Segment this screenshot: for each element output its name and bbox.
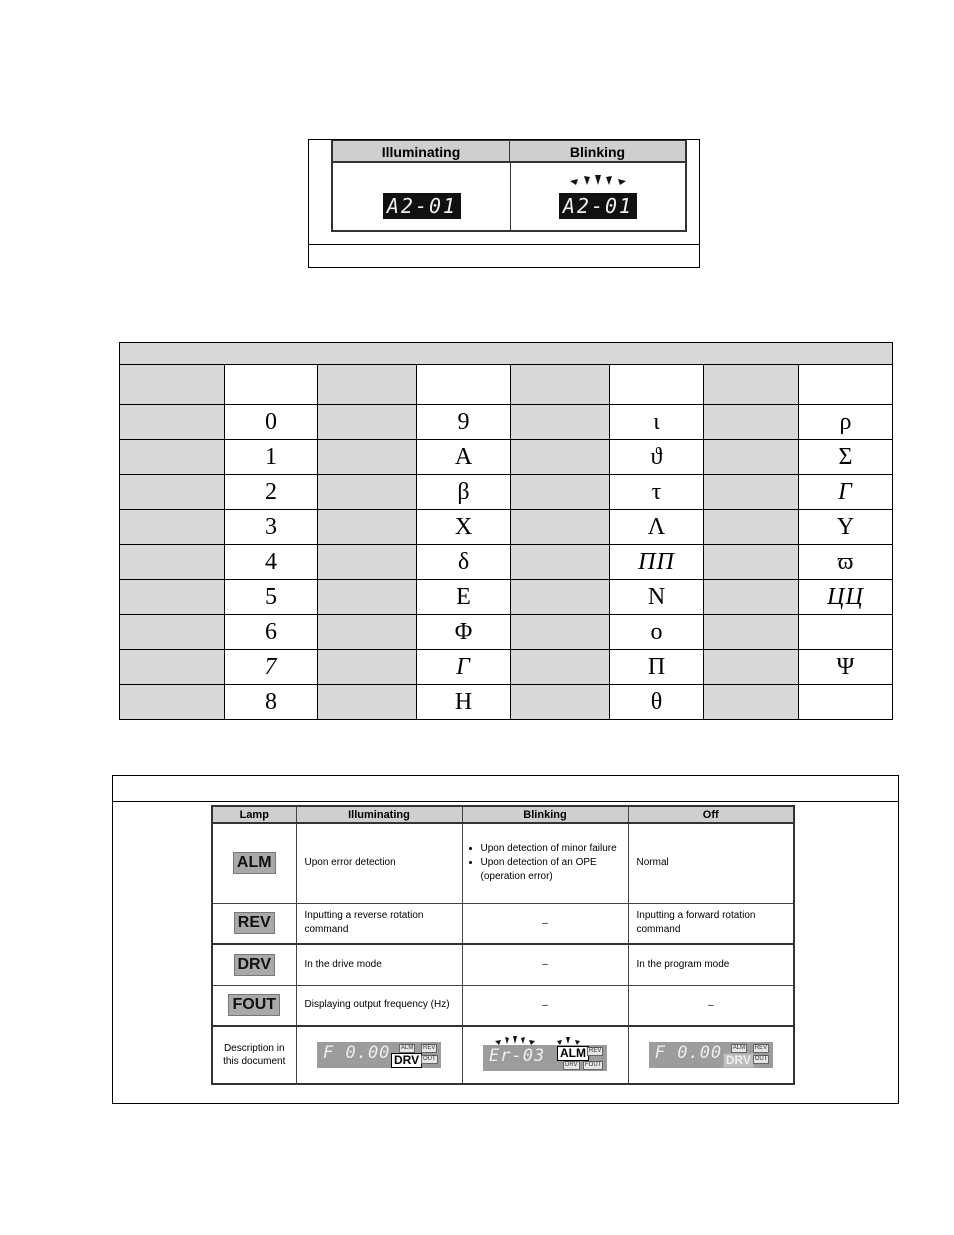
blinking-cell: – — [462, 985, 628, 1026]
fout-lamp: FOUT — [228, 994, 280, 1016]
label-cell — [120, 580, 225, 615]
table-row — [120, 440, 893, 475]
char-cell: ЦЦ — [799, 580, 893, 615]
char-cell: Γ — [799, 475, 893, 510]
table-row — [120, 685, 893, 720]
blink-rays-icon — [483, 1035, 607, 1045]
out-tag: OUT — [423, 1056, 436, 1062]
char-cell: ΠΠ — [610, 545, 704, 580]
char-cell: θ — [610, 685, 704, 720]
char-cell: Ν — [610, 580, 704, 615]
header-cell — [417, 365, 511, 405]
drv-tag: DRV — [391, 1053, 422, 1068]
list-item: • Upon detection of minor failure — [481, 842, 628, 856]
display-cell — [296, 1026, 462, 1084]
illuminating-cell: In the drive mode — [296, 944, 462, 985]
label-cell — [120, 510, 225, 545]
char-cell: δ — [417, 545, 511, 580]
list-item: • Upon detection of an OPE (operation error) — [481, 856, 628, 884]
label-cell — [704, 405, 799, 440]
table-row — [212, 903, 794, 944]
alm-lamp: ALM — [233, 852, 276, 874]
table-row — [212, 823, 794, 903]
label-cell — [318, 580, 417, 615]
char-cell: ϖ — [799, 545, 893, 580]
char-cell: Γ — [417, 650, 511, 685]
header-cell — [511, 365, 610, 405]
label-cell — [511, 440, 610, 475]
drv-tag: DRV — [723, 1053, 754, 1068]
label-cell — [318, 405, 417, 440]
char-cell: Χ — [417, 510, 511, 545]
blinking-cell: – — [462, 903, 628, 944]
blink-rays-icon — [566, 175, 630, 189]
header-cell — [318, 365, 417, 405]
char-cell: 9 — [417, 405, 511, 440]
alm-tag: ALM — [401, 1045, 414, 1051]
label-cell — [704, 580, 799, 615]
table-row — [212, 1026, 794, 1084]
rev-tag: REV — [423, 1045, 436, 1051]
char-cell: 6 — [225, 615, 318, 650]
char-cell: 3 — [225, 510, 318, 545]
char-cell: 2 — [225, 475, 318, 510]
char-cell: 5 — [225, 580, 318, 615]
blinking-header: Blinking — [462, 806, 628, 823]
table-row — [120, 580, 893, 615]
blinking-header: Blinking — [510, 141, 685, 163]
lamp-header: Lamp — [212, 806, 296, 823]
label-cell — [318, 510, 417, 545]
panel-divider — [510, 163, 511, 231]
label-cell — [120, 545, 225, 580]
display-value: Er-03 — [489, 1046, 546, 1066]
display-value: F 0.00 — [654, 1043, 723, 1063]
header-cell — [799, 365, 893, 405]
char-cell: ρ — [799, 405, 893, 440]
lamp-cell — [212, 823, 296, 903]
blinking-cell: – — [462, 944, 628, 985]
char-cell: A — [417, 440, 511, 475]
caption-divider — [113, 801, 898, 802]
illuminating-cell: Inputting a reverse rotation command — [296, 903, 462, 944]
display-value: F 0.00 — [323, 1043, 391, 1063]
illumination-panel — [331, 140, 687, 232]
label-cell — [318, 685, 417, 720]
header-cell — [704, 365, 799, 405]
char-cell: Π — [610, 650, 704, 685]
char-cell: Φ — [417, 615, 511, 650]
label-cell — [511, 510, 610, 545]
character-table — [119, 342, 893, 720]
blinking-cell — [462, 823, 628, 903]
label-cell — [704, 545, 799, 580]
header-cell — [610, 365, 704, 405]
illuminating-cell: Upon error detection — [296, 823, 462, 903]
char-cell: 0 — [225, 405, 318, 440]
illuminating-header: Illuminating — [333, 141, 510, 163]
lamp-cell — [212, 903, 296, 944]
char-cell: β — [417, 475, 511, 510]
label-cell — [511, 545, 610, 580]
off-cell: In the program mode — [628, 944, 794, 985]
table-title-bar — [120, 343, 893, 365]
label-cell — [120, 685, 225, 720]
label-cell — [511, 650, 610, 685]
illuminating-display: A2-01 — [383, 193, 461, 219]
off-cell: Normal — [628, 823, 794, 903]
blinking-display: A2-01 — [559, 193, 637, 219]
label-cell — [704, 440, 799, 475]
rev-tag: REV — [754, 1045, 768, 1051]
out-tag: OUT — [754, 1056, 768, 1062]
display-cell — [462, 1026, 628, 1084]
char-cell: 1 — [225, 440, 318, 475]
label-cell — [704, 650, 799, 685]
label-cell — [120, 615, 225, 650]
alm-tag: ALM — [732, 1045, 746, 1051]
char-cell: τ — [610, 475, 704, 510]
drv-lamp: DRV — [234, 954, 276, 976]
char-cell — [799, 685, 893, 720]
table-row — [120, 475, 893, 510]
char-cell: ο — [610, 615, 704, 650]
label-cell — [120, 440, 225, 475]
char-cell: Ψ — [799, 650, 893, 685]
char-cell: ϑ — [610, 440, 704, 475]
char-cell — [799, 615, 893, 650]
char-cell: 4 — [225, 545, 318, 580]
label-cell — [318, 650, 417, 685]
label-cell — [120, 405, 225, 440]
label-cell — [511, 475, 610, 510]
table-row — [120, 615, 893, 650]
table-row — [212, 985, 794, 1026]
illumination-figure — [308, 139, 700, 268]
table-row — [120, 510, 893, 545]
label-cell — [511, 615, 610, 650]
label-cell — [704, 615, 799, 650]
label-cell — [120, 475, 225, 510]
char-cell: ι — [610, 405, 704, 440]
char-cell: 7 — [225, 650, 318, 685]
label-cell — [120, 650, 225, 685]
drive-mode-display — [317, 1042, 441, 1068]
label-cell — [511, 405, 610, 440]
table-row — [120, 650, 893, 685]
caption-divider — [309, 244, 699, 245]
lamp-cell — [212, 985, 296, 1026]
off-cell: Inputting a forward rotation command — [628, 903, 794, 944]
rev-lamp: REV — [234, 912, 275, 934]
char-cell: 8 — [225, 685, 318, 720]
char-cell: Σ — [799, 440, 893, 475]
off-cell: – — [628, 985, 794, 1026]
lamp-cell — [212, 944, 296, 985]
label-cell — [318, 545, 417, 580]
lamp-status-table — [211, 805, 795, 1085]
label-cell — [318, 475, 417, 510]
alarm-display — [483, 1045, 607, 1071]
alm-tag: ALM — [557, 1046, 589, 1061]
char-cell: Υ — [799, 510, 893, 545]
char-cell: Η — [417, 685, 511, 720]
char-cell: Λ — [610, 510, 704, 545]
table-row — [120, 545, 893, 580]
label-cell — [511, 580, 610, 615]
label-cell — [704, 510, 799, 545]
char-cell: Ε — [417, 580, 511, 615]
label-cell — [704, 685, 799, 720]
illuminating-header: Illuminating — [296, 806, 462, 823]
description-label: Description in this document — [212, 1026, 296, 1084]
label-cell — [318, 440, 417, 475]
illuminating-cell: Displaying output frequency (Hz) — [296, 985, 462, 1026]
label-cell — [511, 685, 610, 720]
lamp-figure — [112, 775, 899, 1104]
display-cell — [628, 1026, 794, 1084]
label-cell — [704, 475, 799, 510]
drv-tag: DRV — [565, 1062, 578, 1068]
fout-tag: FOUT — [585, 1062, 602, 1068]
rev-tag: REV — [589, 1048, 602, 1054]
header-cell — [225, 365, 318, 405]
table-row — [120, 405, 893, 440]
header-cell — [120, 365, 225, 405]
label-cell — [318, 615, 417, 650]
off-header: Off — [628, 806, 794, 823]
table-row — [212, 944, 794, 985]
program-mode-display — [649, 1042, 773, 1068]
